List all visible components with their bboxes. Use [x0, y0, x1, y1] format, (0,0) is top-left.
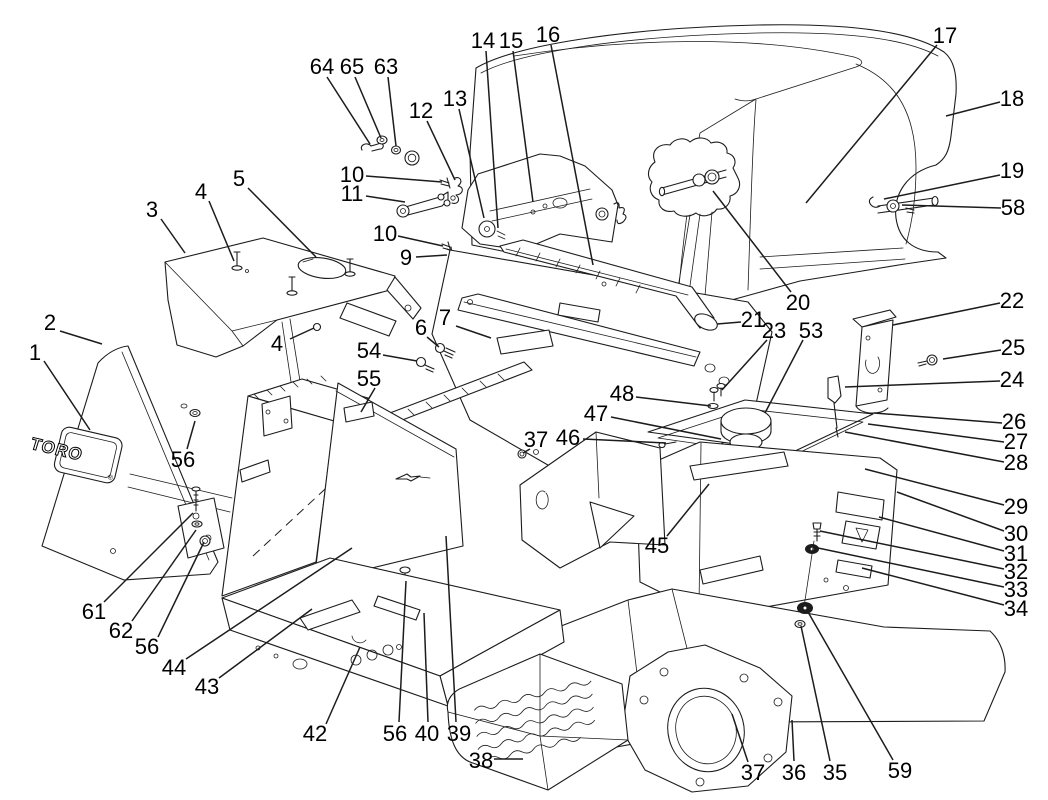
- callout-56: 56: [382, 721, 408, 746]
- nut-56b: [200, 536, 210, 546]
- callout-17: 17: [932, 23, 958, 48]
- registered-mark: ®: [106, 474, 114, 483]
- leader-line-3: [161, 219, 185, 253]
- leader-line-11: [366, 196, 405, 202]
- callout-54: 54: [356, 338, 382, 363]
- callout-46: 46: [555, 425, 581, 450]
- leader-line-4: [290, 328, 314, 339]
- leader-line-63: [388, 77, 396, 146]
- callout-37: 37: [523, 427, 549, 452]
- callout-63: 63: [373, 54, 399, 79]
- callout-31: 31: [1003, 541, 1029, 566]
- leader-line-56: [187, 421, 195, 449]
- callout-4: 4: [194, 179, 208, 204]
- leader-line-64: [327, 77, 370, 144]
- leader-line-36: [792, 720, 794, 761]
- callout-59: 59: [887, 758, 913, 783]
- leader-line-53: [765, 340, 803, 413]
- callout-22: 22: [999, 288, 1025, 313]
- callout-30: 30: [1003, 521, 1029, 546]
- callout-14: 14: [470, 28, 496, 53]
- callout-1: 1: [28, 340, 42, 365]
- leader-line-65: [355, 77, 381, 138]
- rail-slot: [293, 659, 307, 669]
- callout-10: 10: [372, 221, 398, 246]
- leader-line-25: [943, 350, 1001, 359]
- callout-5: 5: [232, 166, 246, 191]
- washer-65: [377, 136, 387, 144]
- callout-7: 7: [438, 305, 452, 330]
- callout-34: 34: [1003, 596, 1029, 621]
- callout-48: 48: [609, 381, 635, 406]
- console-front-panel-39: [314, 383, 463, 582]
- callout-26: 26: [1001, 409, 1027, 434]
- callout-62: 62: [108, 618, 134, 643]
- callout-47: 47: [583, 401, 609, 426]
- callout-25: 25: [1000, 335, 1026, 360]
- callout-18: 18: [999, 86, 1025, 111]
- callout-28: 28: [1003, 450, 1029, 475]
- grommet-63: [392, 146, 401, 154]
- callout-64: 64: [309, 54, 335, 79]
- leader-line-10: [366, 176, 442, 182]
- leader-line-27: [868, 424, 1004, 442]
- callout-35: 35: [822, 760, 848, 785]
- nut: [405, 151, 419, 165]
- callout-58: 58: [1000, 195, 1026, 220]
- leader-line-9: [416, 255, 447, 257]
- callout-33: 33: [1003, 577, 1029, 602]
- callout-4: 4: [270, 331, 284, 356]
- leader-line-1: [44, 361, 90, 430]
- callout-29: 29: [1003, 494, 1029, 519]
- leader-line-26: [874, 413, 1002, 423]
- screw-10a: [440, 178, 450, 188]
- callout-56: 56: [134, 634, 160, 659]
- callout-9: 9: [399, 245, 413, 270]
- bolt-25: [918, 355, 937, 366]
- callout-32: 32: [1003, 559, 1029, 584]
- callout-19: 19: [999, 158, 1025, 183]
- callout-55: 55: [356, 366, 382, 391]
- leader-line-34: [862, 568, 1004, 605]
- callout-10: 10: [339, 162, 365, 187]
- callout-45: 45: [644, 533, 670, 558]
- callout-15: 15: [498, 28, 524, 53]
- callout-27: 27: [1003, 429, 1029, 454]
- callout-53: 53: [798, 318, 824, 343]
- callout-40: 40: [414, 721, 440, 746]
- mount-bracket-22: [853, 310, 937, 413]
- callout-38: 38: [468, 748, 494, 773]
- callout-24: 24: [999, 367, 1025, 392]
- seat-bracket-arm: [387, 277, 421, 319]
- callout-39: 39: [446, 721, 472, 746]
- screw-4b: [314, 324, 321, 331]
- callout-12: 12: [408, 98, 434, 123]
- callout-3: 3: [145, 197, 159, 222]
- bolt-56a: [181, 404, 200, 417]
- callout-37: 37: [740, 760, 766, 785]
- callout-6: 6: [414, 315, 428, 340]
- callout-42: 42: [302, 721, 328, 746]
- washer-35: [795, 621, 805, 628]
- leader-line-31: [879, 517, 1004, 551]
- callout-23: 23: [761, 318, 787, 343]
- callout-56: 56: [170, 447, 196, 472]
- callout-20: 20: [785, 290, 811, 315]
- callout-16: 16: [535, 22, 561, 47]
- callout-21: 21: [740, 307, 766, 332]
- callout-36: 36: [781, 760, 807, 785]
- callout-13: 13: [442, 86, 468, 111]
- callout-65: 65: [339, 54, 365, 79]
- washer-62: [192, 521, 202, 527]
- callout-43: 43: [194, 674, 220, 699]
- seat-beam: [340, 303, 396, 336]
- callout-61: 61: [81, 599, 107, 624]
- callout-44: 44: [161, 655, 187, 680]
- leader-line-22: [893, 303, 1000, 325]
- leader-line-2: [60, 331, 102, 344]
- leader-line-12: [427, 121, 455, 180]
- latch-keeper-12: [452, 178, 462, 204]
- callout-2: 2: [43, 310, 57, 335]
- leader-line-54: [383, 355, 417, 361]
- bolt-54: [417, 358, 435, 373]
- callout-11: 11: [340, 181, 364, 206]
- leader-line-30: [897, 492, 1004, 531]
- toro-logo-text: TORO: [28, 434, 86, 465]
